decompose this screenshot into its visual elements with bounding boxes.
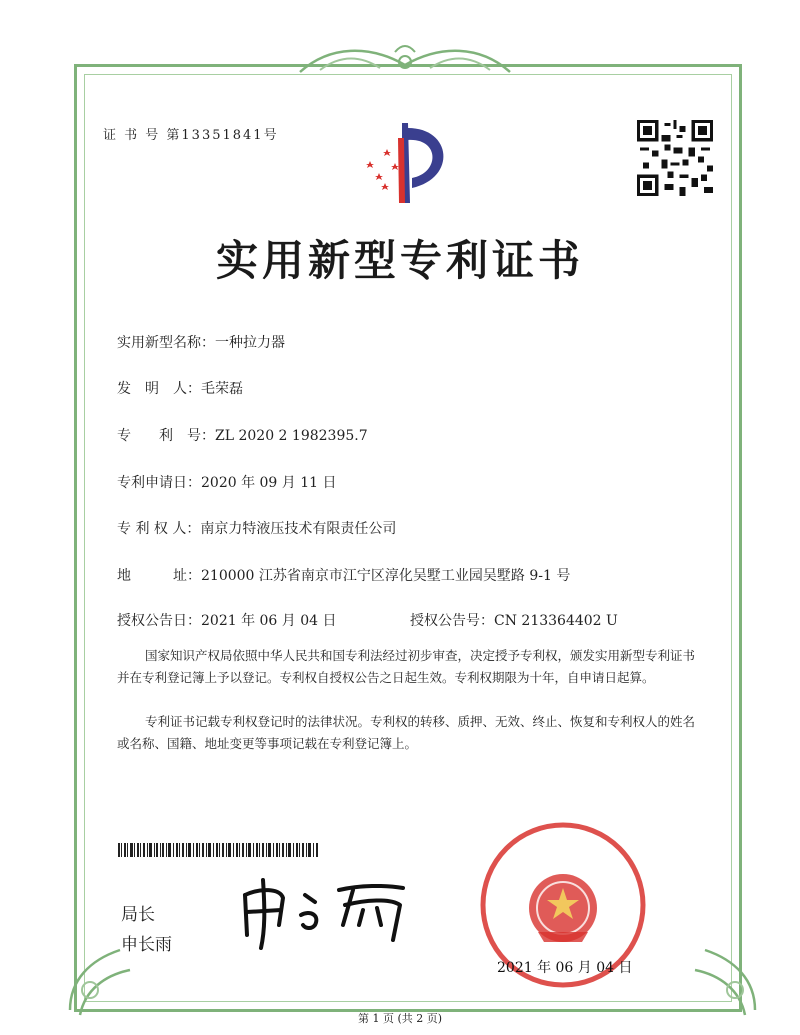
announcement-date-value: 2021 年 06 月 04 日 <box>201 613 337 629</box>
filing-date-row <box>117 472 337 492</box>
inventor-row <box>117 378 243 398</box>
page-number: 第 1 页 (共 2 页) <box>357 1012 443 1025</box>
signatory-title: 局长 <box>121 905 155 925</box>
utility-model-name-label: 实用新型名称： <box>117 335 215 351</box>
announcement-number-label: 授权公告号： <box>410 613 494 629</box>
filing-date-label: 专利申请日： <box>117 475 201 491</box>
patentee-value: 南京力特液压技术有限责任公司 <box>200 521 397 537</box>
barcode-icon <box>118 843 318 857</box>
qr-code-icon <box>637 120 713 196</box>
announcement-number-value: CN 213364402 U <box>494 613 618 629</box>
inventor-label: 发 明 人： <box>117 381 201 397</box>
patent-number-row <box>117 425 368 445</box>
announcement-date-label: 授权公告日： <box>117 613 201 629</box>
announcement-number-row <box>410 610 618 630</box>
patentee-label: 专 利 权 人： <box>117 521 201 537</box>
corner-ornament-icon <box>685 930 765 1020</box>
utility-model-name-value: 一种拉力器 <box>215 335 285 351</box>
announcement-date-row <box>117 610 337 630</box>
seal-date: 2021 年 06 月 04 日 <box>497 960 633 976</box>
filing-date-value: 2020 年 09 月 11 日 <box>201 475 337 491</box>
address-value: 210000 江苏省南京市江宁区淳化吴墅工业园吴墅路 9-1 号 <box>201 568 571 584</box>
patent-office-logo-icon <box>352 118 467 208</box>
page-title: 实用新型专利证书 <box>215 236 584 285</box>
patent-number-value: ZL 2020 2 1982395.7 <box>215 428 368 444</box>
signatory-name: 申长雨 <box>121 935 172 955</box>
patentee-row <box>117 518 396 538</box>
certificate-number: 证 书 号 第13351841号 <box>103 128 279 143</box>
top-ornament-icon <box>290 40 520 80</box>
address-label: 地 址： <box>117 568 201 584</box>
patent-number-label: 专 利 号： <box>117 428 215 444</box>
handwritten-signature-icon <box>235 870 415 950</box>
utility-model-name-row <box>117 332 285 352</box>
legal-status-paragraph: 专利证书记载专利权登记时的法律状况。专利权的转移、质押、无效、终止、恢复和专利权人的姓名或名称、国籍、地址变更等事项记载在专利登记簿上。 <box>117 714 696 751</box>
address-row <box>117 565 570 585</box>
grant-statement-paragraph: 国家知识产权局依照中华人民共和国专利法经过初步审查，决定授予专利权，颁发实用新型专利证书并在专利登记簿上予以登记。专利权自授权公告之日起生效。专利权期限为十年，自申请日起算。 <box>117 648 696 685</box>
inventor-value: 毛荣磊 <box>201 381 243 397</box>
